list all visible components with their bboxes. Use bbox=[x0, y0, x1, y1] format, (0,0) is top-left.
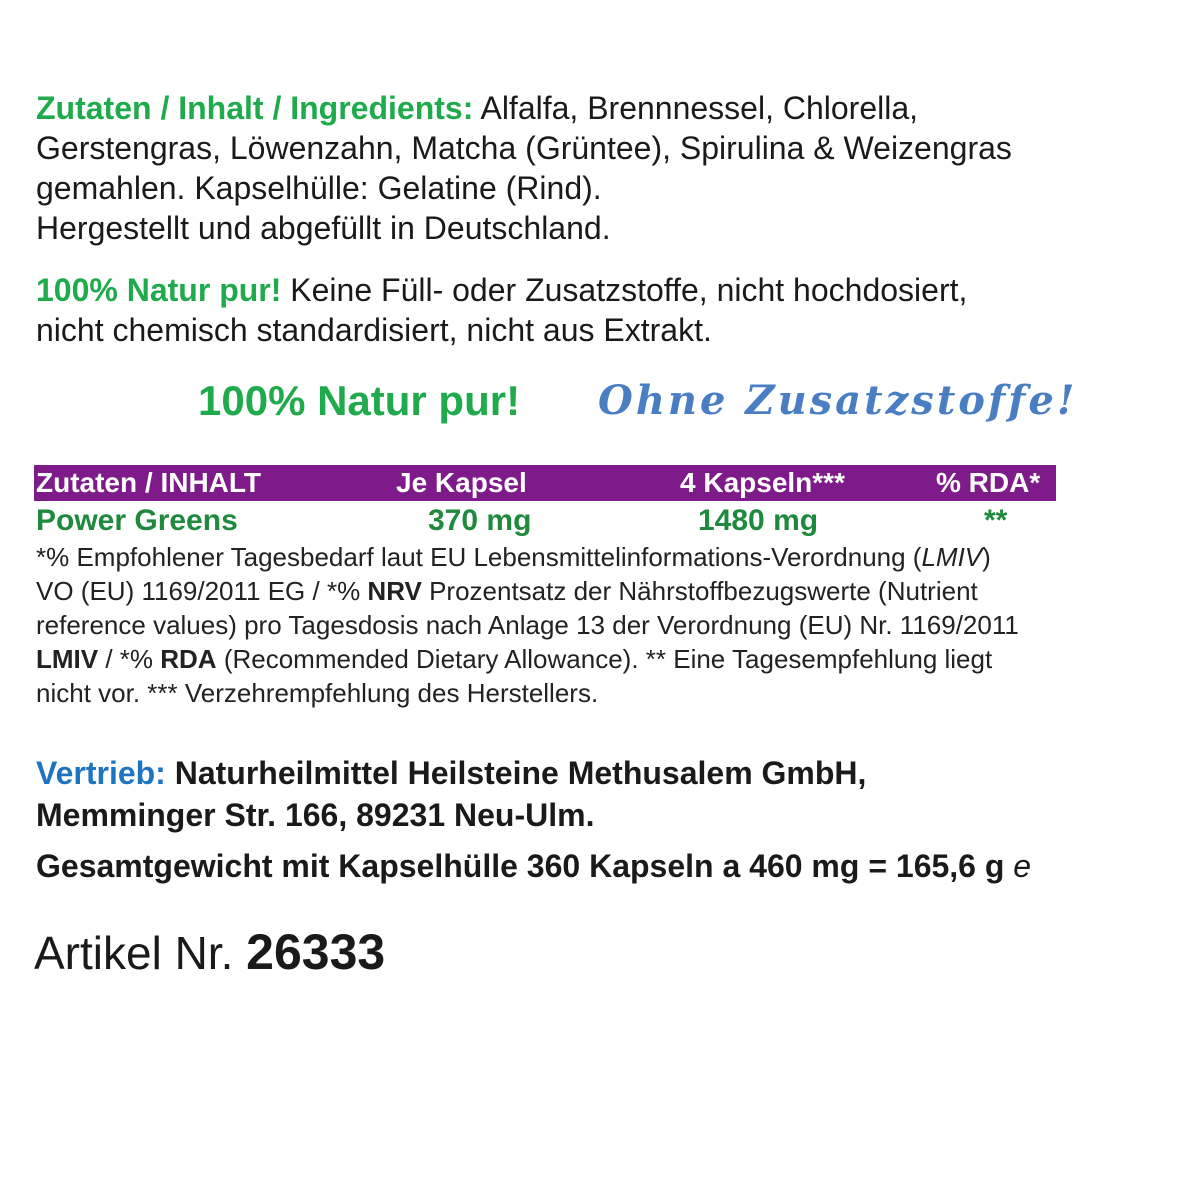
ingredients-label: Zutaten / Inhalt / Ingredients: bbox=[36, 90, 474, 126]
table-cell-four-capsules: 1480 mg bbox=[698, 504, 819, 537]
total-weight-text: Gesamtgewicht mit Kapselhülle 360 Kapseln a 460 mg = 165,6 g bbox=[36, 848, 1014, 884]
distributor-section bbox=[36, 752, 1176, 836]
table-cell-rda: ** bbox=[984, 504, 1008, 537]
banner-no-additives-text: Ohne Zusatzstoffe! bbox=[598, 377, 1078, 424]
article-number bbox=[34, 922, 385, 983]
table-cell-ingredient: Power Greens bbox=[36, 504, 238, 537]
footnote-lmiv-bold: LMIV bbox=[36, 644, 99, 674]
ingredients-section bbox=[36, 88, 1176, 248]
footnote-nrv-bold: NRV bbox=[367, 576, 422, 606]
natural-claim-label: 100% Natur pur! bbox=[36, 272, 282, 308]
natural-claim-line-1 bbox=[36, 270, 1176, 310]
distributor-line-1 bbox=[36, 752, 1176, 794]
distributor-label: Vertrieb: bbox=[36, 755, 166, 791]
footnote-line-3: reference values) pro Tagesdosis nach Anlage 13 der Verordnung (EU) Nr. 1169/2011 bbox=[36, 610, 1019, 640]
claim-banner bbox=[0, 373, 1200, 429]
article-number-value: 26333 bbox=[246, 924, 386, 980]
footnote-lmiv-italic: LMIV bbox=[921, 542, 983, 572]
table-header-rda: % RDA* bbox=[936, 467, 1041, 498]
footnote-line-5: nicht vor. *** Verzehrempfehlung des Herstellers. bbox=[36, 678, 599, 708]
table-header-four-capsules: 4 Kapseln*** bbox=[680, 467, 845, 498]
footnote-text: Prozentsatz der Nährstoffbezugswerte (Nutrient bbox=[421, 576, 978, 606]
nutrition-table bbox=[34, 465, 1056, 541]
footnote-line-4 bbox=[36, 642, 1186, 676]
table-cell-per-capsule: 370 mg bbox=[428, 504, 532, 537]
natural-claim-line-1-text: Keine Füll- oder Zusatzstoffe, nicht hochdosiert, bbox=[281, 272, 968, 308]
footnote-text: (Recommended Dietary Allowance). ** Eine Tagesempfehlung liegt bbox=[216, 644, 993, 674]
footnote-text: / *% bbox=[98, 644, 161, 674]
ingredients-line-4: Hergestellt und abgefüllt in Deutschland. bbox=[36, 210, 611, 246]
banner-natural-text: 100% Natur pur! bbox=[198, 377, 521, 424]
table-row bbox=[34, 501, 1056, 541]
footnote-text: *% Empfohlener Tagesbedarf laut EU Lebensmittelinformations-Verordnung ( bbox=[36, 542, 922, 572]
distributor-address: Memminger Str. 166, 89231 Neu-Ulm. bbox=[36, 797, 595, 833]
table-header-per-capsule: Je Kapsel bbox=[396, 467, 527, 498]
footnote-section bbox=[36, 540, 1186, 710]
footnote-rda-bold: RDA bbox=[160, 644, 217, 674]
estimated-sign: e bbox=[1013, 848, 1032, 884]
ingredients-line-1-text: Alfalfa, Brennnessel, Chlorella, bbox=[473, 90, 919, 126]
footnote-line-1 bbox=[36, 540, 1186, 574]
ingredients-line-3: gemahlen. Kapselhülle: Gelatine (Rind). bbox=[36, 170, 602, 206]
article-number-label: Artikel Nr. bbox=[34, 927, 247, 979]
natural-claim-section bbox=[36, 270, 1176, 350]
footnote-line-2 bbox=[36, 574, 1186, 608]
footnote-text: ) bbox=[982, 542, 991, 572]
ingredients-line-2: Gerstengras, Löwenzahn, Matcha (Grüntee), Spirulina & Weizengras bbox=[36, 130, 1012, 166]
footnote-text: VO (EU) 1169/2011 EG / *% bbox=[36, 576, 368, 606]
table-header-row bbox=[34, 465, 1056, 501]
distributor-name: Naturheilmittel Heilsteine Methusalem GmbH, bbox=[165, 755, 867, 791]
ingredients-line-1 bbox=[36, 88, 1176, 128]
total-weight-line bbox=[36, 846, 1186, 886]
table-header-ingredient: Zutaten / INHALT bbox=[36, 467, 262, 498]
natural-claim-line-2: nicht chemisch standardisiert, nicht aus Extrakt. bbox=[36, 312, 712, 348]
